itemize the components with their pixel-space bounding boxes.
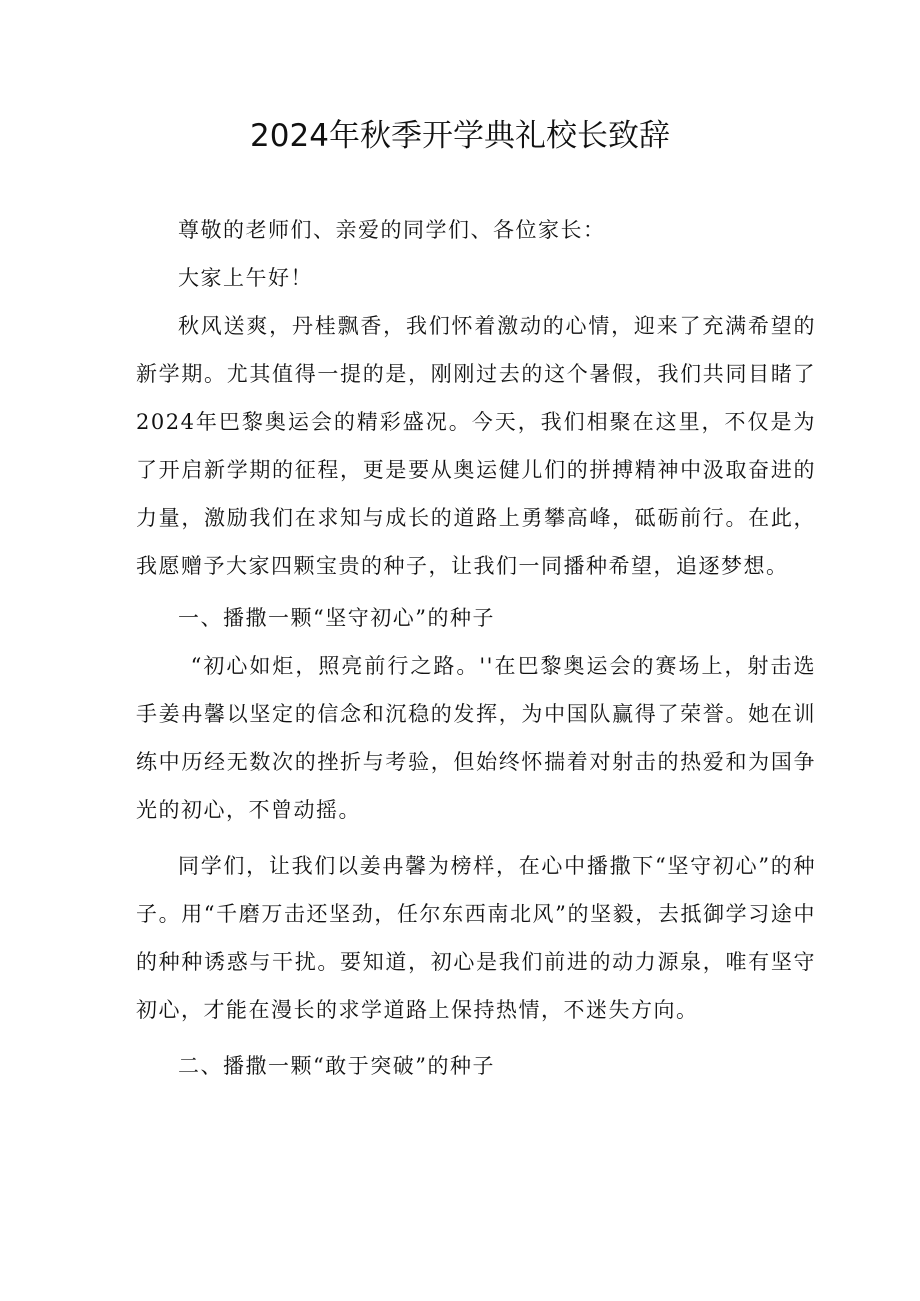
greeting-paragraph: 大家上午好！ [178, 266, 313, 290]
section-heading-2: 二、播撒一颗“敢于突破”的种子 [178, 1054, 495, 1078]
body-paragraph-1: “初心如炬，照亮前行之路。''在巴黎奥运会的赛场上，射击选手姜冉馨以坚定的信念和沉稳的发挥，为中国队赢得了荣誉。她在训练中历经无数次的挫折与考验，但始终怀揣着对射击的热爱和为国争光的初心，不曾动摇。 [136, 654, 816, 822]
document-title: 2024年秋季开学典礼校长致辞 [250, 118, 670, 154]
document-body [136, 206, 816, 1090]
section-heading-1: 一、播撒一颗“坚守初心”的种子 [178, 606, 495, 630]
salutation-paragraph: 尊敬的老师们、亲爱的同学们、各位家长： [178, 218, 606, 242]
body-paragraph-2: 同学们，让我们以姜冉馨为榜样，在心中播撒下“坚守初心”的种子。用“千磨万击还坚劲，任尔东西南北风”的坚毅，去抵御学习途中的种种诱惑与干扰。要知道，初心是我们前进的动力源泉，唯有坚守初心，才能在漫长的求学道路上保持热情，不迷失方向。 [136, 854, 816, 1022]
intro-paragraph: 秋风送爽，丹桂飘香，我们怀着激动的心情，迎来了充满希望的新学期。尤其值得一提的是，刚刚过去的这个暑假，我们共同目睹了2024年巴黎奥运会的精彩盛况。今天，我们相聚在这里，不仅是为了开启新学期的征程，更是要从奥运健儿们的拼搏精神中汲取奋进的力量，激励我们在求知与成长的道路上勇攀高峰，砥砺前行。在此，我愿赠予大家四颗宝贵的种子，让我们一同播种希望，追逐梦想。 [136, 314, 816, 578]
